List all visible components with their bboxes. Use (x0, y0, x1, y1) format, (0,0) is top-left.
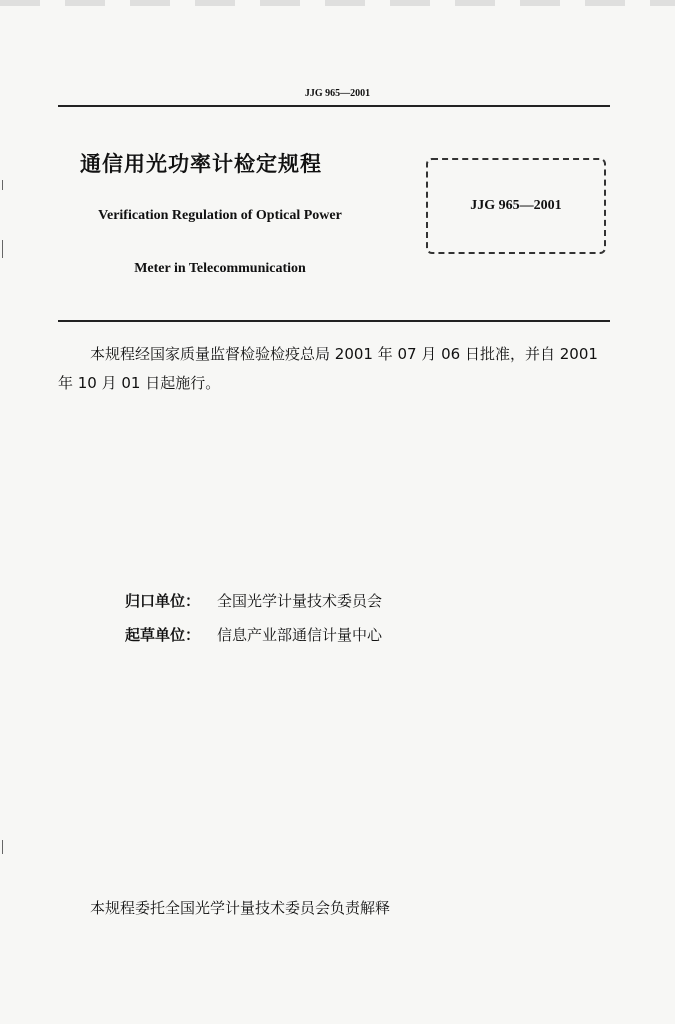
scan-edge-mark (2, 840, 3, 854)
interpretation-note: 本规程委托全国光学计量技术委员会负责解释 (90, 899, 391, 917)
header-rule (58, 105, 610, 107)
title-english-line1: Verification Regulation of Optical Power (98, 208, 342, 223)
approval-statement: 本规程经国家质量监督检验检疫总局 2001 年 07 月 06 日批准，并自 2001 年 10 月 01 日起施行。 (58, 345, 598, 392)
title-chinese: 通信用光功率计检定规程 (80, 152, 322, 176)
standard-code-box (426, 158, 606, 254)
responsible-unit-value: 全国光学计量技术委员会 (217, 592, 383, 610)
title-english-line2: Meter in Telecommunication (134, 261, 306, 276)
drafting-unit-label: 起草单位： (125, 626, 201, 644)
drafting-unit-value: 信息产业部通信计量中心 (217, 626, 383, 644)
scan-edge-mark (2, 180, 3, 190)
header-standard-code: JJG 965—2001 (304, 88, 371, 99)
responsible-unit-label: 归口单位： (125, 592, 201, 610)
scan-edge-mark (2, 240, 3, 258)
section-rule (58, 320, 610, 322)
standard-code-text: JJG 965—2001 (470, 198, 562, 213)
responsible-unit-row (125, 590, 382, 611)
scan-artifact (0, 0, 675, 6)
drafting-unit-row (125, 624, 382, 645)
